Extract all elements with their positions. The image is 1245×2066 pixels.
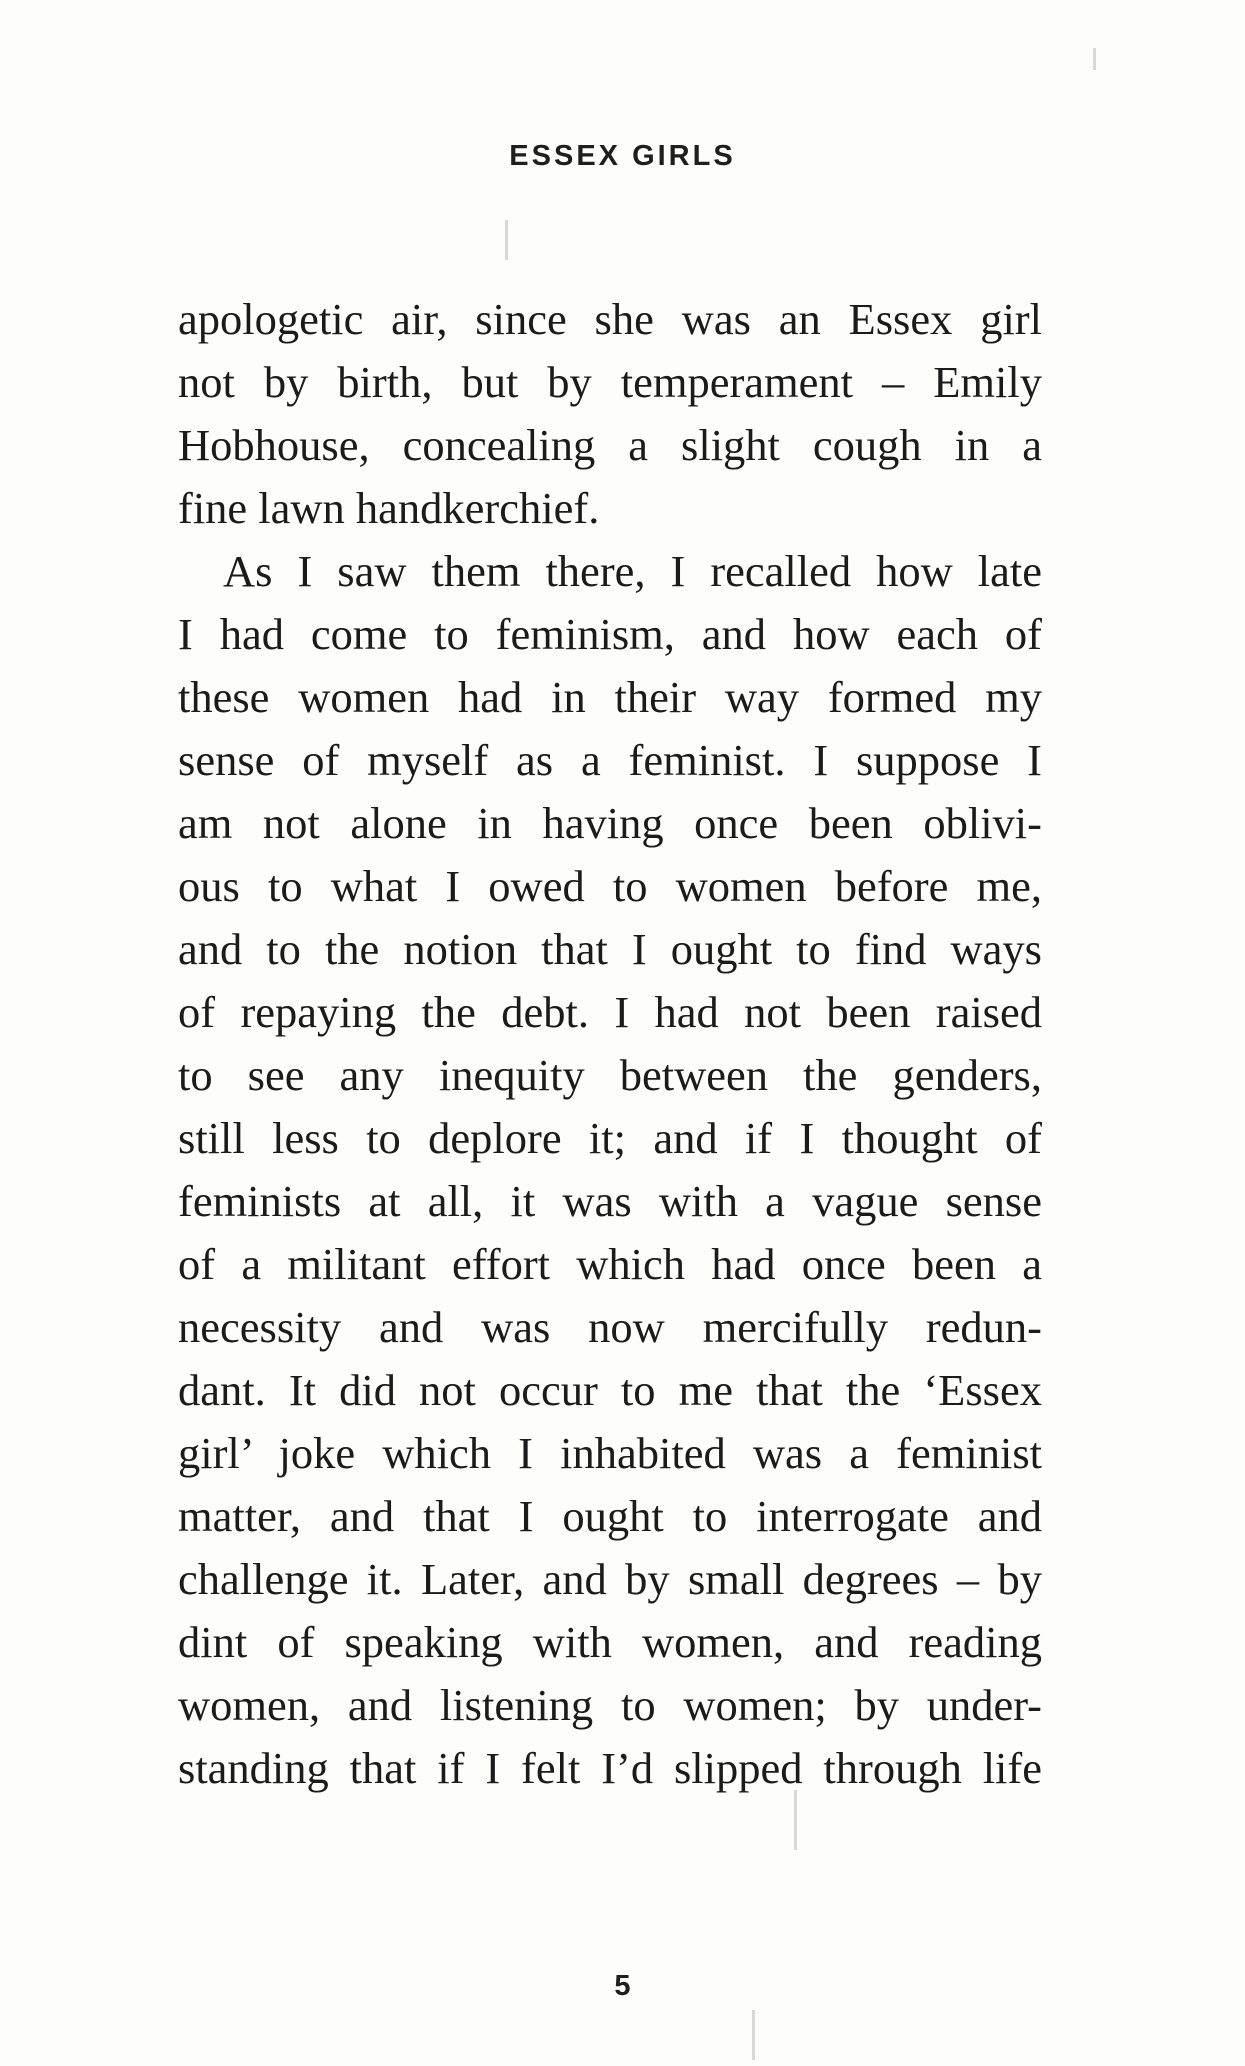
text-line: these women had in their way formed my	[178, 672, 1042, 722]
text-line: still less to deplore it; and if I thought of	[178, 1113, 1042, 1163]
text-line: women, and listening to women; by under-	[178, 1680, 1042, 1730]
text-line: dant. It did not occur to me that the ‘Essex	[178, 1365, 1042, 1415]
text-line: challenge it. Later, and by small degrees – by	[178, 1554, 1042, 1604]
scan-speck	[505, 220, 508, 260]
text-line: ous to what I owed to women before me,	[178, 861, 1042, 911]
text-line: standing that if I felt I’d slipped through life	[178, 1743, 1042, 1793]
text-line: to see any inequity between the genders,	[178, 1050, 1042, 1100]
text-line: I had come to feminism, and how each of	[178, 609, 1042, 659]
text-line: As I saw them there, I recalled how late	[223, 546, 1042, 596]
running-head: ESSEX GIRLS	[509, 140, 736, 172]
text-line: am not alone in having once been oblivi-	[178, 798, 1042, 848]
text-line: not by birth, but by temperament – Emily	[178, 357, 1042, 407]
text-line: girl’ joke which I inhabited was a feminist	[178, 1428, 1042, 1478]
text-line: and to the notion that I ought to find ways	[178, 924, 1042, 974]
text-line: feminists at all, it was with a vague sense	[178, 1176, 1042, 1226]
text-line: necessity and was now mercifully redun-	[178, 1302, 1042, 1352]
text-line: of a militant effort which had once been a	[178, 1239, 1042, 1289]
scan-speck	[752, 2010, 755, 2060]
text-line: dint of speaking with women, and reading	[178, 1617, 1042, 1667]
body-text	[178, 288, 1042, 1800]
text-line: matter, and that I ought to interrogate and	[178, 1491, 1042, 1541]
text-line: fine lawn handkerchief.	[178, 483, 600, 533]
text-line: sense of myself as a feminist. I suppose I	[178, 735, 1042, 785]
scan-speck	[1093, 48, 1096, 70]
text-line: apologetic air, since she was an Essex girl	[178, 294, 1042, 344]
text-line: of repaying the debt. I had not been raised	[178, 987, 1042, 1037]
text-line: Hobhouse, concealing a slight cough in a	[178, 420, 1042, 470]
page-number: 5	[614, 1970, 631, 2002]
